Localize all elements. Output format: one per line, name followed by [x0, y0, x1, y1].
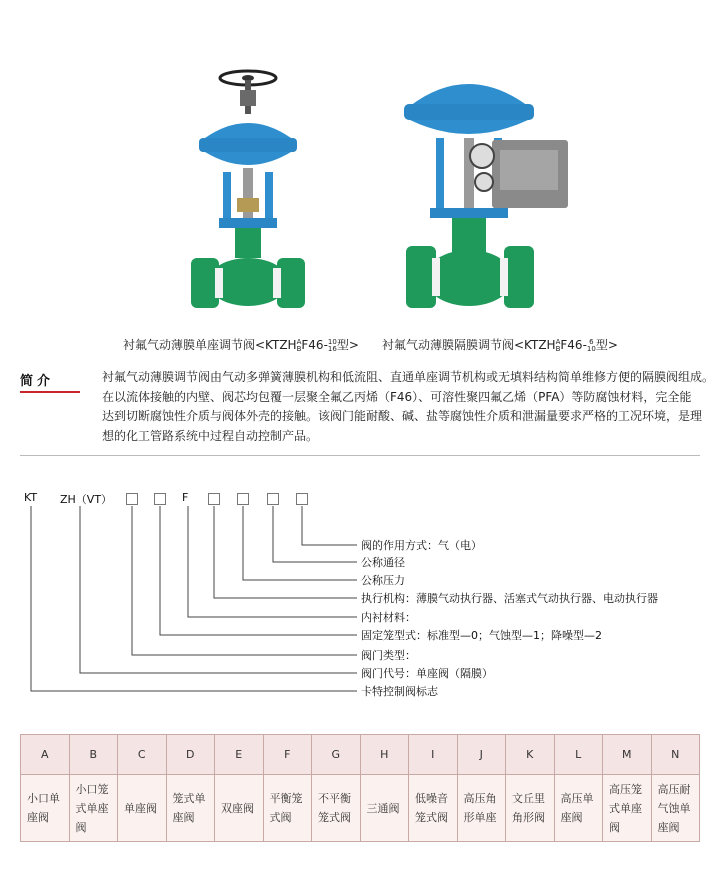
- valve-type-name-line: 式阀: [269, 811, 292, 824]
- valve-type-name-line: 单座阀: [124, 801, 157, 815]
- right-caption-stack-ab: A B: [555, 337, 561, 353]
- code-zh-vt: ZH（VT）: [60, 493, 113, 506]
- valve-type-letter: E: [215, 735, 264, 775]
- code-label-diameter: 公称通径: [361, 556, 405, 569]
- valve-type-name: [312, 775, 361, 842]
- valve-type-name-line: 阀: [75, 820, 87, 834]
- code-label-actuator: 执行机构：薄膜气动执行器、活塞式气动执行器、电动执行器: [361, 592, 658, 605]
- left-product-caption: 衬氟气动薄膜单座调节阀<KTZH A B F46- 10 16 型>: [123, 337, 359, 353]
- valve-type-name: [651, 775, 700, 842]
- valve-type-letter: G: [312, 735, 361, 775]
- code-kt: KT: [24, 491, 38, 504]
- intro-line: 在以流体接触的内壁、阀芯均包覆一层聚全氟乙丙烯（F46）、可溶性聚四氟乙烯（PFA）等防腐蚀材料，完全能: [102, 389, 692, 404]
- valve-type-name-line: 平衡笼: [269, 792, 303, 805]
- code-label-brand: 卡特控制阀标志: [361, 685, 438, 698]
- valve-type-name-line: 高压耐: [657, 782, 691, 796]
- valve-type-name-line: 笼式单: [172, 792, 206, 805]
- valve-type-letter: A: [21, 735, 70, 775]
- valve-type-name-line: 座阀: [172, 811, 195, 824]
- valve-type-name-line: 小口笼: [75, 782, 109, 796]
- valve-type-name: [409, 775, 458, 842]
- valve-type-name: [457, 775, 506, 842]
- right-product-caption: 衬氟气动薄膜隔膜调节阀<KTZH A B F46- 6 10 型>: [382, 337, 618, 353]
- valve-type-name: [263, 775, 312, 842]
- valve-type-name-line: 小口单: [27, 792, 60, 805]
- valve-type-name-line: 阀: [609, 820, 620, 834]
- valve-type-letter: D: [166, 735, 215, 775]
- code-label-cage-type: 固定笼型式：标准型—0；气蚀型—1；降噪型—2: [361, 629, 602, 642]
- valve-type-name: [69, 775, 118, 842]
- valve-type-name: [21, 775, 70, 842]
- code-f: F: [182, 491, 189, 504]
- valve-type-name: [118, 775, 167, 842]
- valve-type-name: [166, 775, 215, 842]
- valve-type-name-line: 角形阀: [512, 811, 545, 824]
- code-label-valve-code: 阀门代号：单座阀（隔膜）: [361, 667, 493, 680]
- intro-line: 达到切断腐蚀性介质与阀体外壳的接触。该阀门能耐酸、碱、盐等腐蚀性介质和泄漏量要求严格的工况环境，是理: [102, 409, 703, 423]
- left-caption-stack-ab: A B: [296, 337, 302, 353]
- valve-type-letter-row: [21, 735, 700, 775]
- left-caption-stack-size: 10 16: [327, 337, 337, 353]
- valve-type-name-line: 不平衡: [318, 792, 351, 805]
- valve-type-letter: C: [118, 735, 167, 775]
- valve-type-letter: B: [69, 735, 118, 775]
- code-label-valve-type: 阀门类型：: [361, 649, 416, 662]
- valve-type-name: [506, 775, 555, 842]
- valve-type-name-line: 气蚀单: [657, 801, 691, 815]
- valve-type-name: [360, 775, 409, 842]
- valve-type-name-line: 形单座: [463, 811, 497, 824]
- code-label-lining: 内衬材料：: [361, 611, 416, 624]
- valve-type-name-line: 高压笼: [609, 782, 642, 796]
- valve-type-name: [554, 775, 603, 842]
- valve-type-letter: F: [263, 735, 312, 775]
- valve-type-name-line: 三通阀: [366, 801, 400, 815]
- valve-type-name-line: 笼式阀: [318, 811, 351, 824]
- valve-type-name: [603, 775, 652, 842]
- valve-type-name-line: 文丘里: [512, 792, 545, 805]
- valve-type-letter: H: [360, 735, 409, 775]
- valve-type-letter: L: [554, 735, 603, 775]
- valve-type-name-line: 座阀: [657, 820, 680, 834]
- valve-type-name-line: 式单座: [75, 801, 109, 815]
- valve-type-name-line: 式单座: [609, 801, 642, 815]
- code-label-pressure: 公称压力: [361, 574, 405, 587]
- valve-type-name-line: 双座阀: [221, 801, 254, 815]
- intro-line: 想的化工管路系统中过程自动控制产品。: [102, 428, 319, 443]
- valve-type-name-line: 笼式阀: [415, 811, 448, 824]
- valve-type-name-row: [21, 775, 700, 842]
- valve-type-letter: M: [603, 735, 652, 775]
- right-caption-stack-size: 6 10: [586, 337, 596, 353]
- valve-type-letter: K: [506, 735, 555, 775]
- intro-title: 简介: [20, 374, 55, 389]
- valve-type-name-line: 低噪音: [415, 792, 448, 805]
- valve-type-table: [20, 734, 700, 842]
- valve-type-name-line: 高压单: [560, 792, 594, 805]
- valve-type-name-line: 座阀: [560, 811, 583, 824]
- valve-type-letter: I: [409, 735, 458, 775]
- intro-line: 衬氟气动薄膜调节阀由气动多弹簧薄膜机构和低流阻、直通单座调节机构或无填料结构简单维修方便的隔膜阀组成。: [102, 370, 715, 384]
- valve-type-name-line: 高压角: [463, 792, 497, 805]
- valve-type-letter: J: [457, 735, 506, 775]
- valve-type-letter: N: [651, 735, 700, 775]
- valve-type-name-line: 座阀: [27, 811, 49, 824]
- code-label-action: 阀的作用方式：气（电）: [361, 539, 482, 552]
- valve-type-name: [215, 775, 264, 842]
